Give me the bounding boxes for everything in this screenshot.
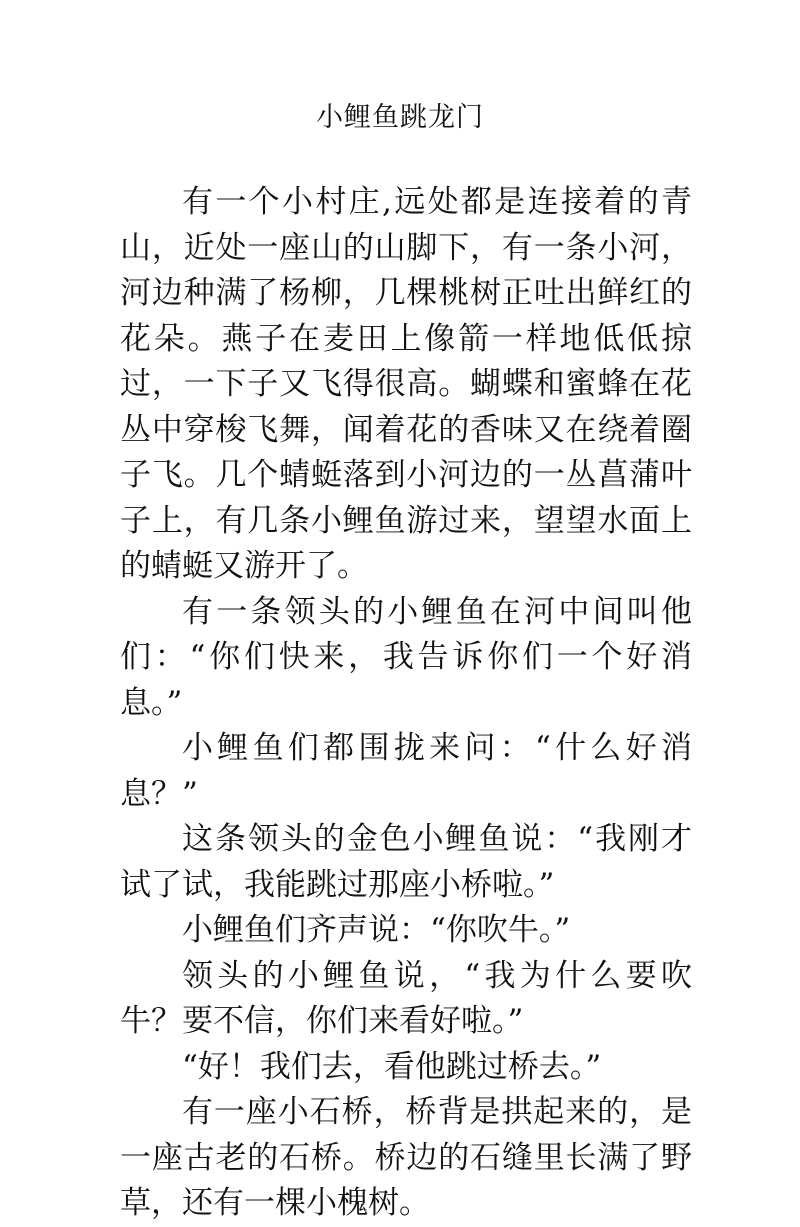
paragraph-8: 有一座小石桥，桥背是拱起来的，是一座古老的石桥。桥边的石缝里长满了野草，还有一棵小槐树。 <box>120 1094 692 1221</box>
document-body <box>120 180 692 1227</box>
paragraph-4: 这条领头的金色小鲤鱼说：“我刚才试了试，我能跳过那座小桥啦。” <box>120 821 692 903</box>
paragraph-2: 有一条领头的小鲤鱼在河中间叫他们：“你们快来，我告诉你们一个好消息。” <box>120 593 692 721</box>
document-title: 小鲤鱼跳龙门 <box>316 102 484 133</box>
paragraph-3: 小鲤鱼们都围拢来问：“什么好消息？” <box>120 730 692 812</box>
paragraph-5: 小鲤鱼们齐声说：“你吹牛。” <box>182 912 571 948</box>
paragraph-1: 有一个小村庄,远处都是连接着的青山，近处一座山的山脚下，有一条小河，河边种满了杨柳，几棵桃树正吐出鲜红的花朵。燕子在麦田上像箭一样地低低掠过，一下子又飞得很高。蝴蝶和蜜蜂在花丛中穿梭飞舞，闻着花的香味又在绕着圈子飞。几个蜻蜓落到小河边的一丛菖蒲叶子上，有几条小鲤鱼游过来，望望水面上的蜻蜓又游开了。 <box>120 184 692 584</box>
paragraph-6: 领头的小鲤鱼说，“我为什么要吹牛？要不信，你们来看好啦。” <box>120 957 692 1039</box>
paragraph-7: “好！我们去，看他跳过桥去。” <box>182 1048 602 1085</box>
